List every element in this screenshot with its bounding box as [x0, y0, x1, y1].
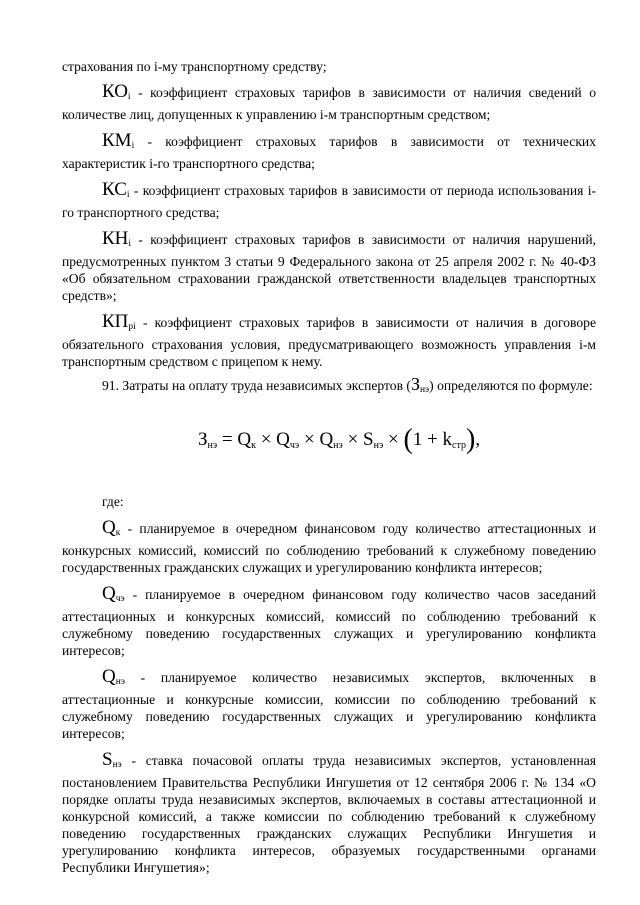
symbol: $КН_i$ [102, 228, 132, 249]
symbol: $КО_i$ [102, 81, 131, 102]
definition-kn [62, 230, 596, 304]
definition-text: - планируемое количество независимых экспертов, включенных в аттестационные и конкурсные комиссии, комиссии по соблюдению требований к служебному поведению государственных служащих и урегулированию конфликта интересов; [62, 670, 596, 741]
definition-ks [62, 181, 596, 221]
definition-text: - коэффициент страховых тарифов в зависимости от периода использования i-го транспортного средства; [62, 183, 596, 220]
definition-qne [62, 668, 596, 742]
inline-symbol: $З_{нэ}$ [410, 374, 430, 395]
definition-text: - планируемое в очередном финансовом году количество часов заседаний аттестационных и конкурсных комиссий, комиссий по соблюдению требований к служебному поведению государственных служащих и урегулированию конфликта интересов; [62, 587, 596, 658]
definition-sne [62, 751, 596, 876]
definition-text: - ставка почасовой оплаты труда независимых экспертов, установленная постановлением Правительства Республики Ингушетия от 12 сентября 2006 г. № 134 «О порядке оплаты труда независимых экспертов, включаемых в составы аттестационной и конкурсной комиссий, а также комиссии по соблюдению требований к служебному поведению государственных гражданских служащих Республики Ингушетия и урегулированию конфликта интересов, образуемых государственными органами Республики Ингушетия»; [62, 753, 596, 875]
definition-text: - планируемое в очередном финансовом году количество аттестационных и конкурсных комиссий, комиссий по соблюдению требований к служебному поведению государственных гражданских служащих и урегулированию конфликта интересов; [62, 521, 596, 575]
symbol: $КМ_i$ [102, 130, 135, 151]
symbol: $Q_{нэ}$ [102, 666, 125, 687]
definition-km [62, 132, 596, 172]
definition-text: - коэффициент страховых тарифов в зависимости от наличия сведений о количестве лиц, допущенных к управлению i-м транспортным средством; [62, 85, 596, 122]
definition-text: - коэффициент страховых тарифов в зависимости от наличия нарушений, предусмотренных пунктом 3 статьи 9 Федерального закона от 25 апреля 2002 г. № 40-ФЗ «Об обязательном страховании гражданской ответственности владельцев транспортных средств»; [62, 232, 596, 303]
definition-text: - коэффициент страховых тарифов в зависимости от наличия в договоре обязательного страхования условия, предусматривающего возможность управления i-м транспортным средством с прицепом к нему. [62, 315, 596, 369]
definition-qche [62, 585, 596, 659]
symbol: $S_{нэ}$ [102, 749, 122, 770]
definition-kp [62, 313, 596, 370]
formula: $З_{нэ} = Q_к \times Q_{чэ} \times Q_{нэ} \times S_{нэ} \times (1 + k_{стр})$, [197, 424, 481, 455]
symbol: $КП_{рi}$ [102, 311, 136, 332]
definition-qk [62, 519, 596, 576]
definition-text: - коэффициент страховых тарифов в зависимости от технических характеристик i-го транспортного средства; [62, 134, 596, 171]
symbol: $Q_{чэ}$ [102, 583, 125, 604]
continued-line: страхования по i-му транспортному средству; [62, 59, 327, 74]
where-label: где: [102, 494, 124, 509]
symbol: $КС_i$ [102, 179, 130, 200]
definition-ko [62, 83, 596, 123]
symbol: $Q_к$ [102, 517, 121, 538]
paragraph-91: 91. Затраты на оплату труда независимых экспертов $(З_{нэ})$ определяются по формуле: [102, 374, 593, 395]
